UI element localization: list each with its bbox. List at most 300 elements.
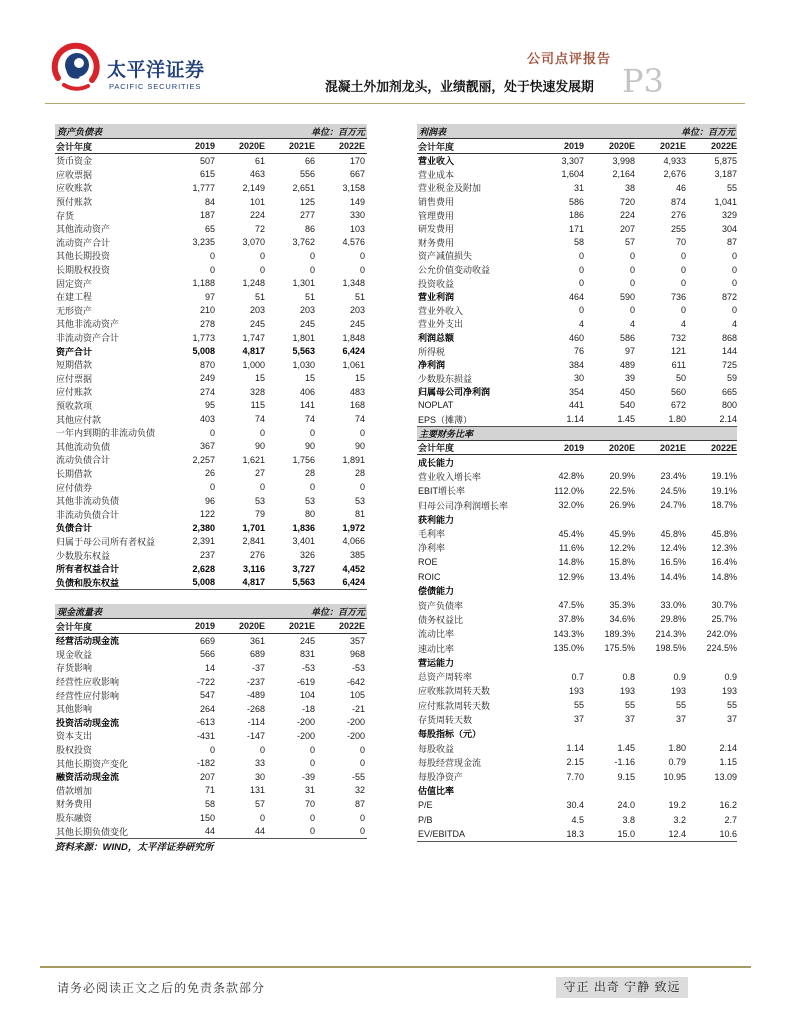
value-2022e: 53 [354,495,365,506]
value-2019: 1.14 [566,743,584,754]
value-2020e: -1.16 [614,757,635,768]
table-title: 利润表 [419,126,447,137]
value-2019: 71 [204,785,215,796]
section-label: 获利能力 [418,514,455,525]
section-row [417,512,737,526]
value-2021e: 14.4% [660,571,686,582]
table-unit: 单位：百万元 [680,126,735,137]
value-2022e: 12.3% [711,542,737,553]
value-2022e: 1,848 [342,332,365,343]
value-2022e: 1.15 [719,757,737,768]
value-2021e: 276 [670,210,686,221]
value-2021e: 12.4 [668,828,686,839]
value-2021e: -53 [301,662,315,673]
value-2021e: 80 [304,509,315,520]
value-2020e: 3,070 [242,237,265,248]
row-label: 存货周转天数 [418,714,473,725]
value-2020e: 207 [619,223,635,234]
column-header-2022e: 2022E [338,141,365,151]
value-2019: 210 [199,305,215,316]
value-2022e: 242.0% [706,628,737,639]
value-2020e: 20.9% [609,471,635,482]
value-2020e: 245 [249,318,265,329]
value-2022e: 1,891 [342,454,365,465]
value-2021e: 0 [680,305,686,316]
report-type: 公司点评报告 [527,52,612,67]
value-2020e: 586 [619,332,635,343]
value-2021e: 198.5% [655,643,686,653]
column-header-2022e: 2022E [338,621,365,631]
table-row [417,698,737,712]
row-label: 销售费用 [418,197,455,208]
value-2021e: 3,727 [292,563,315,574]
value-2020e: 79 [254,509,265,520]
source-note: 资料来源：WIND，太平洋证券研究所 [55,842,214,853]
value-2019: 5,008 [192,346,215,357]
row-label: 经营性应付影响 [56,690,120,701]
value-2022e: 4 [731,318,737,329]
row-label: EPS（摊薄） [418,414,473,425]
value-2020e: 4 [629,318,635,329]
value-2022e: 37 [726,714,737,725]
table-row [417,812,737,826]
value-2020e: 463 [249,169,265,180]
value-2020e: 74 [254,414,265,425]
value-2022e: 14.8% [711,571,737,582]
value-2021e: 2,651 [292,182,315,193]
row-label: 所有者权益合计 [56,564,120,575]
row-label: 其他长期投资 [56,251,111,262]
value-2019: 84 [204,196,215,207]
table-row [55,181,367,195]
header-divider [45,103,745,104]
value-2022e: 25.7% [711,614,737,625]
value-2020e: 0.8 [622,671,635,682]
value-2019: 0 [209,744,215,755]
row-label: 其他长期负债变化 [56,826,129,837]
value-2020e: 44 [254,826,265,837]
value-2021e: -200 [296,717,315,728]
table-row [417,526,737,540]
value-2022e: -200 [346,730,365,741]
value-2022e: 203 [349,305,365,316]
row-label: 债务权益比 [418,614,464,625]
value-2021e: 2,676 [663,169,686,180]
row-label: 负债合计 [56,523,93,534]
table-row [417,304,737,318]
value-2022e: 800 [721,400,737,411]
value-2021e: 0 [680,264,686,275]
value-2021e: 3,401 [292,536,315,547]
value-2020e: 35.3% [609,600,635,611]
value-2022e: 90 [354,441,365,452]
value-2019: 2,628 [192,563,215,574]
row-label: 应付债券 [56,482,93,493]
value-2020e: 4,817 [242,577,265,588]
value-2022e: 2.14 [719,743,737,754]
value-2019: 42.8% [558,471,584,482]
table-row [417,249,737,263]
value-2021e: 732 [670,332,686,343]
value-2020e: 2,149 [242,182,265,193]
value-2020e: 1,000 [242,359,265,370]
value-2021e: 245 [299,318,315,329]
table-row [417,669,737,683]
column-header-2019: 2019 [563,442,584,453]
value-2019: 18.3 [566,828,584,839]
value-2022e: 4,066 [342,536,365,547]
value-2020e: 1,701 [242,522,265,533]
value-2022e: 103 [349,223,365,234]
value-2021e: 277 [299,210,315,221]
row-label: 应付票据 [56,373,93,384]
value-2021e: 24.5% [660,485,686,496]
row-label: 负债和股东权益 [56,577,120,588]
table-row [55,797,367,811]
value-2020e: 0 [259,250,265,261]
value-2020e: 203 [249,305,265,316]
value-2021e: 19.2 [668,800,686,811]
value-2022e: 16.2 [719,800,737,811]
table-title: 主要财务比率 [419,429,474,439]
value-2020e: 328 [249,386,265,397]
table-row [55,439,367,453]
value-2022e: 0 [731,264,737,275]
section-row [417,655,737,669]
row-label: 其他非流动资产 [56,319,120,330]
value-2022e: 304 [721,223,737,234]
value-2020e: 1,621 [242,454,265,465]
value-2021e: 556 [299,169,315,180]
value-2022e: 144 [721,346,737,357]
row-label: 营业外收入 [418,305,464,316]
table-row [55,521,367,535]
table-row [55,290,367,304]
value-2019: 30.4 [566,800,584,811]
column-header-label: 会计年度 [56,621,93,632]
value-2021e: 214.3% [655,628,686,639]
row-label: 毛利率 [418,529,446,540]
table-row [55,154,367,168]
value-2019: 403 [199,414,215,425]
value-2021e: 86 [304,223,315,234]
value-2020e: 53 [254,495,265,506]
value-2022e: 13.09 [714,771,737,782]
table-row [417,372,737,386]
row-label: 应收账款周转天数 [418,686,491,697]
table-row [417,498,737,512]
value-2020e: 15 [254,373,265,384]
table-row [55,648,367,662]
table-row [55,634,367,648]
value-2021e: -39 [301,771,315,782]
row-label: 流动资产合计 [56,237,111,248]
value-2020e: 45.9% [609,528,635,539]
value-2022e: 224.5% [706,643,737,653]
value-2020e: -237 [246,676,265,687]
row-label: 每股经营现金流 [418,757,482,768]
value-2019: 1,777 [192,182,215,193]
value-2022e: 81 [354,509,365,520]
table-row [55,208,367,222]
value-2019: 354 [568,386,584,397]
table-row [55,249,367,263]
value-2020e: 37 [624,714,635,725]
row-label: 其他非流动负债 [56,496,120,507]
table-title-bar [417,124,737,139]
value-2021e: 831 [299,649,315,660]
value-2020e: 0 [259,482,265,493]
value-2019: 507 [199,155,215,166]
table-row [417,827,737,841]
value-2019: 547 [199,690,215,701]
column-header-2021e: 2021E [288,141,315,151]
value-2021e: 141 [299,400,315,411]
value-2021e: 51 [304,291,315,302]
value-2021e: -619 [296,676,315,687]
income-statement-table [417,124,737,427]
section-label: 成长能力 [418,457,455,468]
row-label: 总资产周转率 [418,672,473,683]
table-row [55,276,367,290]
row-label: 预付账款 [56,197,93,208]
row-label: 一年内到期的非流动负债 [56,428,156,439]
value-2019: 171 [568,223,584,234]
value-2019: 2.15 [566,757,584,768]
value-2022e: 0 [359,482,365,493]
table-row [55,399,367,413]
row-label: EBIT增长率 [418,486,466,497]
table-row [417,741,737,755]
value-2020e: 3.8 [622,814,635,825]
row-label: 营业收入 [418,156,455,167]
value-2022e: 483 [349,386,365,397]
value-2019: 0 [578,264,584,275]
value-2020e: 55 [624,700,635,711]
table-row [55,168,367,182]
value-2019: 55 [573,700,584,711]
row-label: 长期股权投资 [56,265,111,276]
value-2019: 97 [204,291,215,302]
row-label: 净利率 [418,543,446,554]
value-2019: 14.8% [558,557,584,568]
value-2020e: 22.5% [609,485,635,496]
value-2022e: 1,041 [714,196,737,207]
table-title-bar [55,124,367,139]
row-label: 长期借款 [56,468,93,479]
value-2021e: 1,801 [292,332,315,343]
row-label: 非流动资产合计 [56,333,120,344]
row-label: P/B [418,814,433,825]
value-2020e: 34.6% [609,614,635,625]
section-label: 偿债能力 [418,586,455,597]
value-2021e: 406 [299,386,315,397]
table-row [55,756,367,770]
table-row [55,702,367,716]
brand-name-cn: 太平洋证券 [107,59,205,81]
value-2019: 65 [204,223,215,234]
value-2019: 464 [568,291,584,302]
table-row [417,181,737,195]
table-row [55,195,367,209]
table-row [417,755,737,769]
value-2021e: 37 [675,714,686,725]
value-2022e: 87 [726,237,737,248]
row-label: 利润总额 [418,333,455,344]
value-2020e: 1,248 [242,278,265,289]
column-header-2019: 2019 [563,141,584,151]
section-row [417,455,737,469]
value-2022e: 32 [354,785,365,796]
row-label: 应收票据 [56,169,93,180]
value-2022e: 59 [726,373,737,384]
value-2022e: 0 [359,250,365,261]
value-2022e: 0 [731,305,737,316]
value-2019: 186 [568,210,584,221]
table-title: 现金流量表 [57,606,103,617]
value-2022e: 0 [359,758,365,769]
value-2019: 58 [204,798,215,809]
column-header-label: 会计年度 [418,141,455,152]
value-2019: 150 [199,812,215,823]
row-label: 所得税 [418,346,446,357]
table-row [417,569,737,583]
row-label: 营业成本 [418,169,455,180]
value-2022e: 0 [359,427,365,438]
value-2021e: 874 [670,196,686,207]
value-2022e: -642 [346,676,365,687]
value-2021e: 23.4% [660,471,686,482]
value-2021e: 90 [304,441,315,452]
page-number: P3 [622,62,664,100]
value-2020e: 33 [254,758,265,769]
value-2019: 37 [573,714,584,725]
value-2022e: 51 [354,291,365,302]
value-2022e: 3,187 [714,169,737,180]
column-header-row [417,441,737,455]
value-2019: 112.0% [554,485,584,496]
row-label: 借款增加 [56,785,93,796]
value-2019: 58 [573,237,584,248]
table-title-bar [417,427,737,441]
row-label: 预收款项 [56,400,93,411]
row-label: 其他流动负债 [56,441,111,452]
value-2021e: 12.4% [660,542,686,553]
row-label: P/E [418,800,433,811]
table-row [55,236,367,250]
company-motto: 守正 出奇 宁静 致远 [556,977,688,998]
value-2021e: 50 [675,373,686,384]
value-2021e: 1,030 [292,359,315,370]
row-label: 固定资产 [56,278,93,289]
row-label: 其他流动资产 [56,224,111,235]
table-title-bar [55,604,367,619]
row-label: 净利润 [418,360,446,371]
value-2019: 0.7 [571,671,584,682]
value-2019: 1,188 [192,278,215,289]
value-2020e: 0 [259,744,265,755]
value-2021e: 0 [309,812,315,823]
value-2022e: 4,576 [342,237,365,248]
value-2020e: 3,998 [612,155,635,166]
value-2019: 45.4% [558,528,584,539]
value-2019: 143.3% [553,628,584,639]
column-header-label: 会计年度 [56,141,93,152]
row-label: 营业利润 [418,292,455,303]
table-row [417,276,737,290]
value-2020e: 38 [624,182,635,193]
column-header-label: 会计年度 [418,443,455,453]
value-2019: 2,257 [192,454,215,465]
value-2022e: 0 [731,278,737,289]
value-2021e: 0 [309,482,315,493]
row-label: 管理费用 [418,210,455,221]
value-2020e: 276 [249,550,265,561]
row-label: 少数股东权益 [56,550,111,561]
table-unit: 单位：百万元 [310,606,365,617]
value-2019: 193 [568,685,584,696]
report-headline: 混凝土外加剂龙头，业绩靓丽，处于快速发展期 [325,80,594,95]
value-2019: 441 [568,400,584,411]
value-2019: 95 [204,400,215,411]
value-2022e: 87 [354,798,365,809]
value-2022e: -21 [351,703,365,714]
value-2020e: 450 [619,386,635,397]
row-label: 营业税金及附加 [418,183,482,194]
value-2022e: 868 [721,332,737,343]
value-2022e: 19.1% [711,471,737,482]
value-2022e: 725 [721,359,737,370]
row-label: 归属于母公司所有者权益 [56,536,156,547]
value-2019: -431 [196,730,215,741]
table-row [55,743,367,757]
table-title: 资产负债表 [57,126,103,137]
row-label: 少数股东损益 [418,373,473,384]
disclaimer-text: 请务必阅读正文之后的免责条款部分 [57,981,266,995]
value-2021e: 611 [671,359,686,370]
value-2021e: 1.80 [668,414,686,425]
table-row [417,555,737,569]
row-label: 营业收入增长率 [418,471,482,482]
row-label: ROIC [418,571,441,582]
table-row [417,712,737,726]
value-2020e: 1.45 [617,414,635,425]
value-2022e: -55 [351,771,365,782]
value-2019: 384 [568,359,584,370]
financial-ratios-table [417,427,737,842]
value-2022e: 2.14 [719,414,737,425]
table-body [55,634,367,839]
value-2019: 76 [573,346,584,357]
section-label: 估值比率 [418,786,455,797]
value-2021e: 0.79 [668,757,686,768]
value-2021e: 1,756 [292,454,315,465]
row-label: 每股收益 [418,743,455,754]
value-2022e: 330 [349,210,365,221]
table-row [55,480,367,494]
value-2019: 2,391 [192,536,215,547]
column-header-2019: 2019 [194,141,215,151]
column-header-2021e: 2021E [659,442,686,453]
value-2019: 1.14 [566,414,584,425]
row-label: EV/EBITDA [418,828,466,839]
row-label: 归属母公司净利润 [418,387,491,398]
row-label: 在建工程 [56,292,93,303]
value-2021e: 46 [675,182,686,193]
row-label: 财务费用 [418,237,455,248]
value-2019: 0 [209,482,215,493]
value-2019: 30 [573,373,584,384]
